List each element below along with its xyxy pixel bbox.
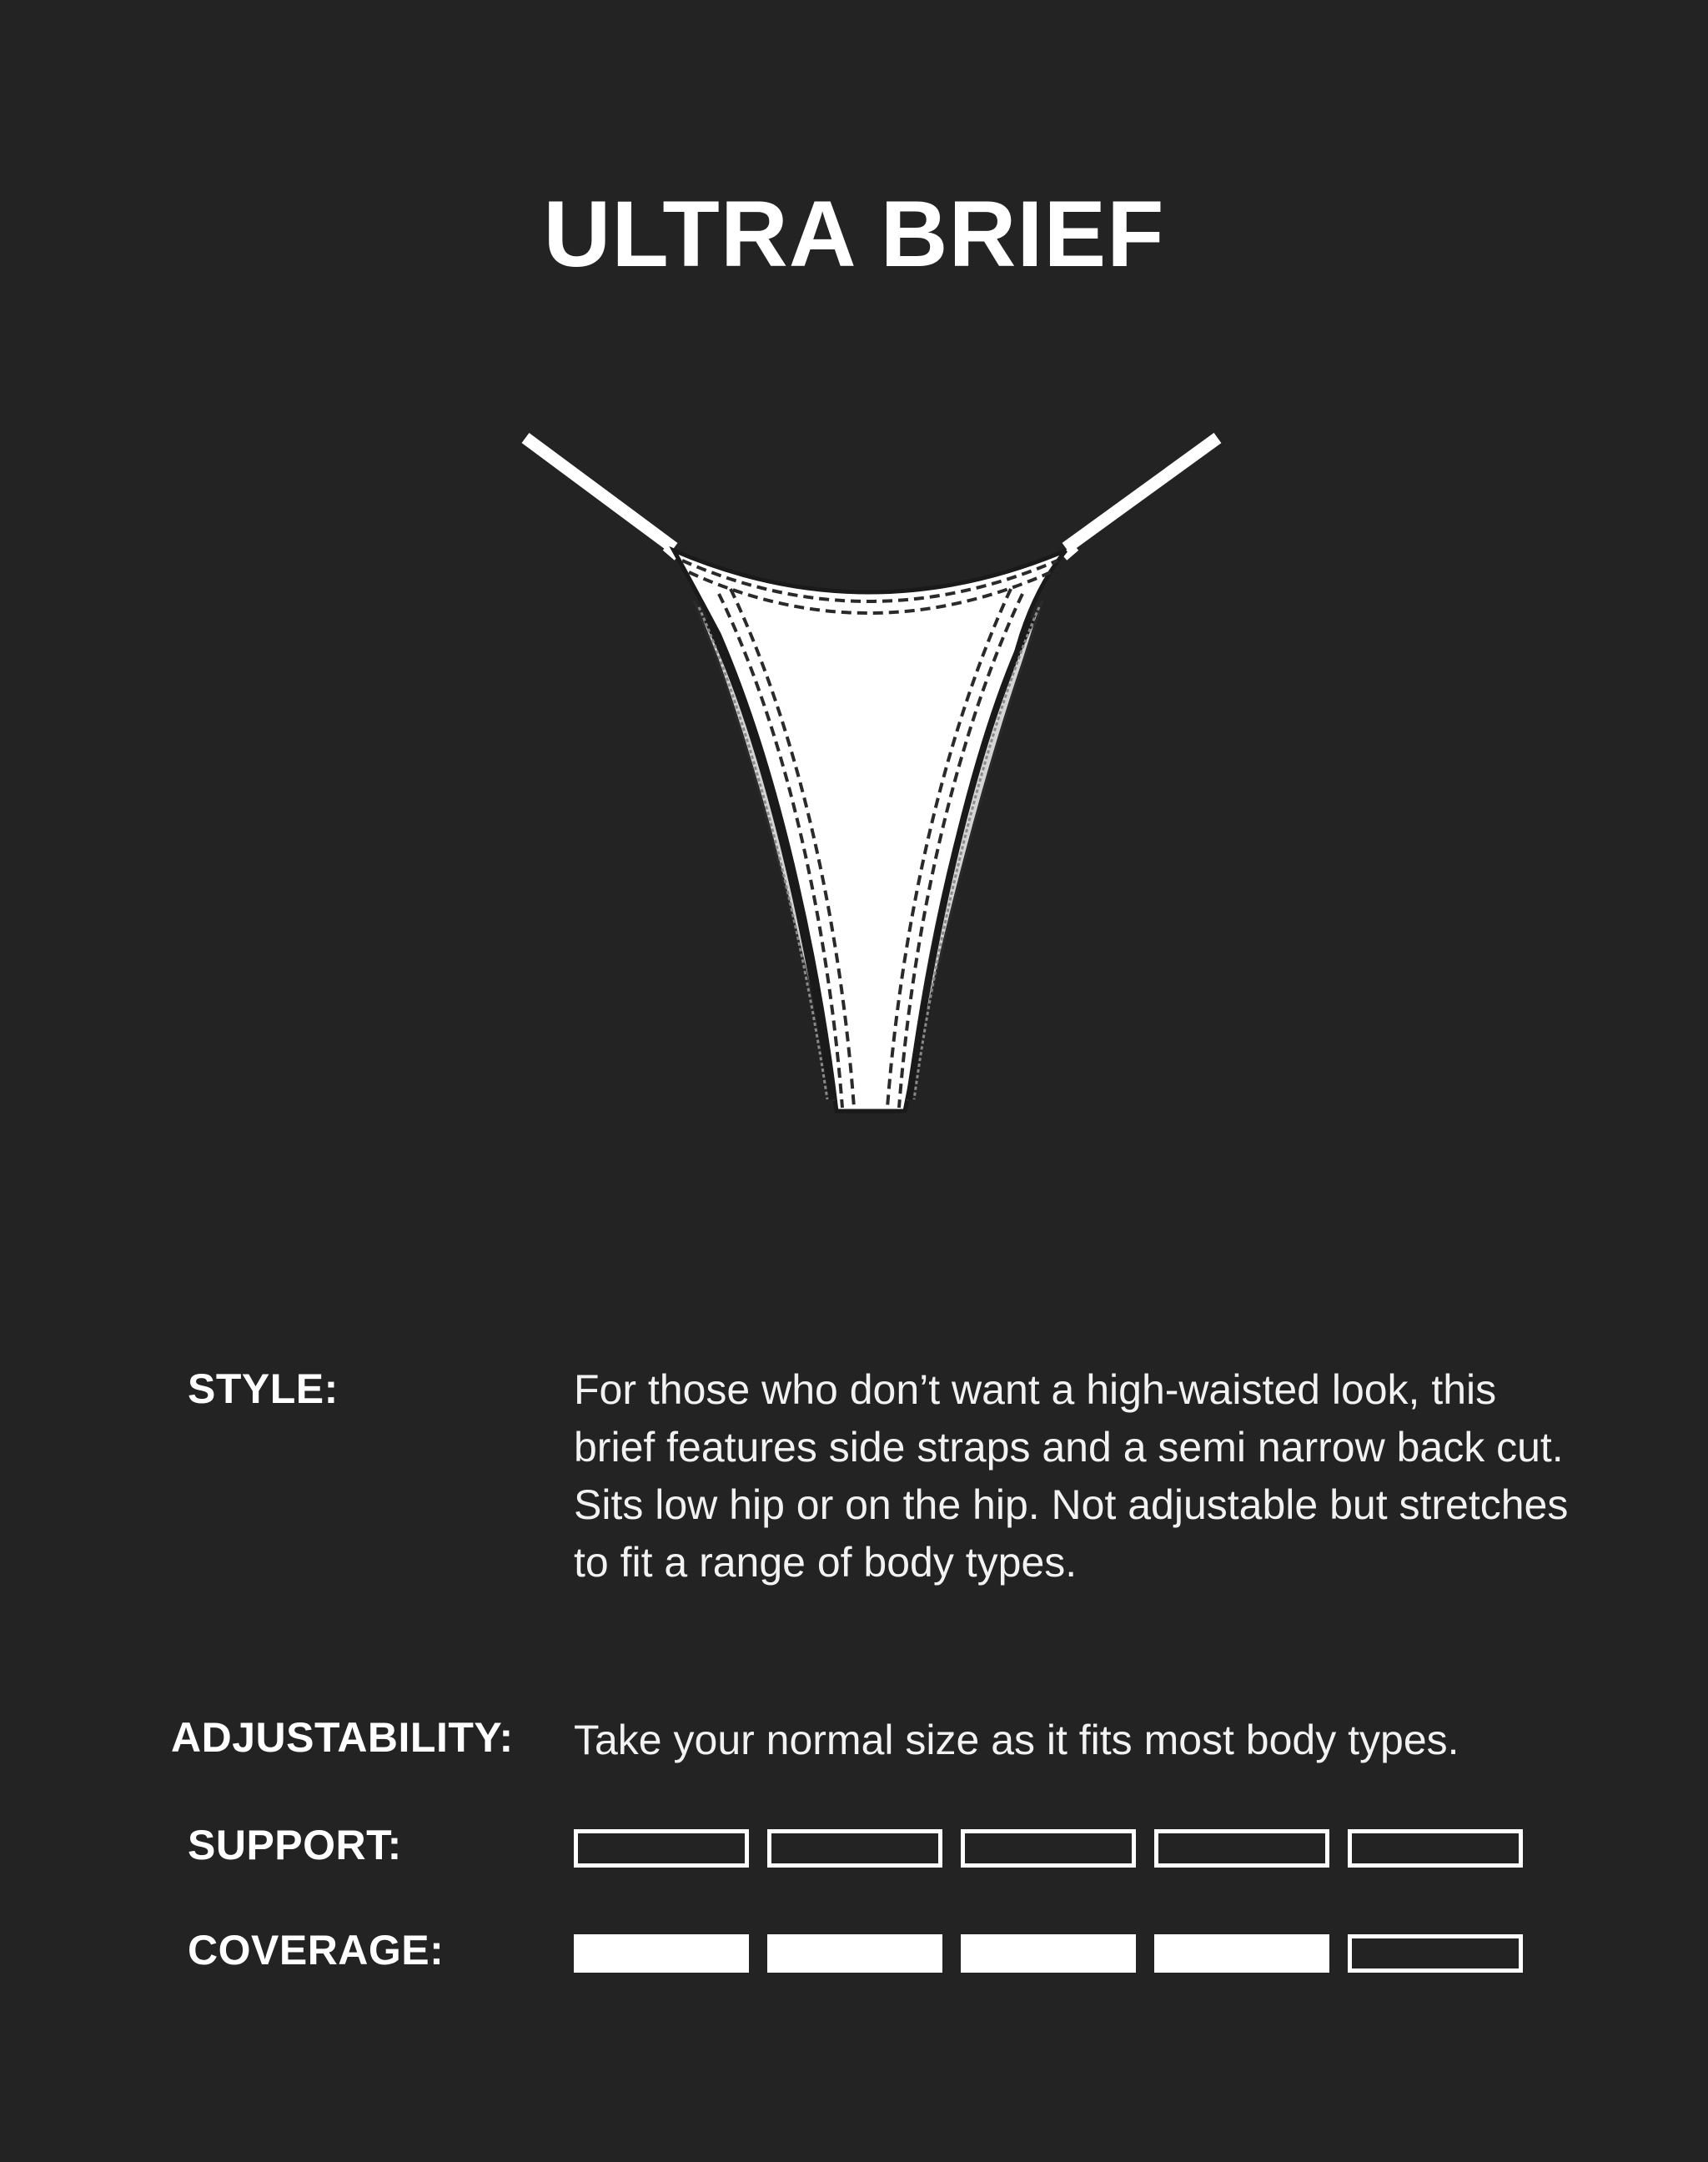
style-description: For those who don’t want a high-waisted look, this brief features side straps and a semi narrow back cut. Sits low hip or on the hip. Not adjustable but stretches to fit a range of body types. [574, 1366, 1569, 1586]
coverage-rating-meter [574, 1934, 1523, 1973]
support-rating-segment [961, 1829, 1136, 1868]
support-rating-meter [574, 1829, 1523, 1868]
brief-garment-illustration [500, 417, 1234, 1134]
support-label: SUPPORT: [188, 1822, 402, 1868]
support-rating-segment [574, 1829, 749, 1868]
adjustability-description: Take your normal size as it fits most body types. [574, 1717, 1459, 1763]
coverage-rating-segment [961, 1934, 1136, 1973]
coverage-rating-segment [574, 1934, 749, 1973]
style-label: STYLE: [188, 1365, 339, 1412]
coverage-rating-segment [767, 1934, 942, 1973]
coverage-label: COVERAGE: [188, 1927, 445, 1973]
coverage-rating-segment [1154, 1934, 1329, 1973]
support-rating-segment [1154, 1829, 1329, 1868]
coverage-rating-segment [1348, 1934, 1523, 1973]
adjustability-label: ADJUSTABILITY: [171, 1714, 514, 1761]
page-title: ULTRA BRIEF [543, 182, 1165, 287]
support-rating-segment [1348, 1829, 1523, 1868]
support-rating-segment [767, 1829, 942, 1868]
